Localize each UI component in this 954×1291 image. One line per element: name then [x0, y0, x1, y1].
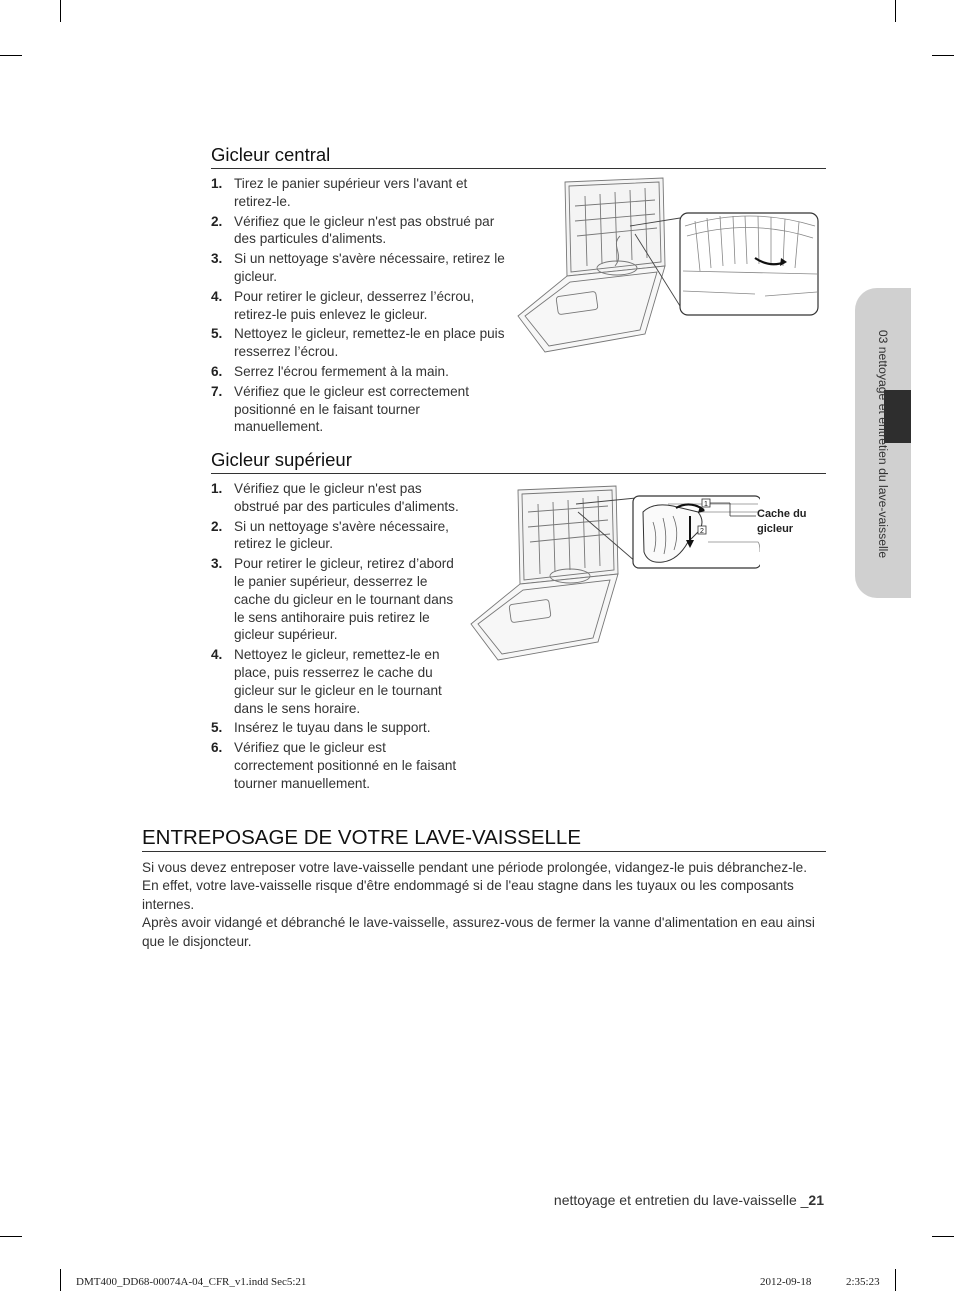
step-text: Nettoyez le gicleur, remettez-le en place puis resserrez l’écrou. [234, 326, 505, 360]
steps-list-superieur [211, 480, 463, 795]
step-text: Tirez le panier supérieur vers l'avant et retirez-le. [234, 176, 468, 209]
step-text: Nettoyez le gicleur, remettez-le en place, puis resserrez le cache du gicleur sur le gicleur en le tournant dans le sens horaire. [234, 647, 442, 716]
section-title-superieur: Gicleur supérieur [211, 449, 826, 474]
step-number: 7. [211, 383, 223, 399]
step-number: 1. [211, 176, 223, 191]
slug-time: 2:35:23 [846, 1276, 880, 1288]
crop-mark [0, 1236, 22, 1237]
crop-mark [60, 0, 61, 22]
step-number: 4. [211, 647, 223, 663]
step-item [211, 213, 511, 249]
step-item [211, 518, 463, 554]
step-item [211, 363, 511, 381]
step-number: 5. [211, 720, 223, 736]
step-item [211, 555, 463, 644]
step-number: 3. [211, 251, 223, 267]
slug-date: 2012-09-18 [760, 1276, 812, 1288]
storage-paragraph: Si vous devez entreposer votre lave-vaisselle pendant une période prolongée, vidangez-le puis débranchez-le. En effet, votre lave-vaisselle risque d'être endommagé si de l'eau stagne dans les tuyaux ou les composants internes. [142, 860, 807, 912]
step-number: 5. [211, 326, 223, 342]
callout-label: Cache du gicleur [757, 508, 807, 535]
step-text: Vérifiez que le gicleur est correctement positionné en le faisant tourner manuellement. [234, 740, 457, 791]
step-text: Si un nettoyage s'avère nécessaire, retirez le gicleur. [234, 518, 449, 552]
steps-list-central [211, 175, 511, 438]
dishwasher-upper-illustration [468, 482, 760, 662]
step-text: Si un nettoyage s'avère nécessaire, retirez le gicleur. [234, 251, 505, 284]
step-number: 1. [211, 481, 223, 496]
step-text: Pour retirer le gicleur, desserrez l’écrou, retirez-le puis enlevez le gicleur. [234, 288, 475, 322]
step-text: Vérifiez que le gicleur n'est pas obstrué par des particules d'aliments. [234, 481, 459, 514]
footer-text: nettoyage et entretien du lave-vaisselle _ [553, 1192, 809, 1208]
step-text: Vérifiez que le gicleur est correctement positionné en le faisant tourner manuellement. [234, 383, 469, 435]
page-footer [554, 1192, 824, 1208]
step-item [211, 383, 511, 436]
storage-body [142, 859, 826, 951]
crop-mark [895, 1269, 896, 1291]
step-text: Serrez l'écrou fermement à la main. [234, 363, 449, 379]
marker-2-label: 2 [700, 528, 704, 535]
page-number: 21 [808, 1192, 824, 1208]
crop-mark [932, 1236, 954, 1237]
storage-paragraph: Après avoir vidangé et débranché le lave-vaisselle, assurez-vous de fermer la vanne d'alimentation en eau ainsi que le disjoncteur. [142, 915, 815, 949]
crop-mark [0, 55, 22, 56]
step-item [211, 288, 511, 324]
step-item [211, 739, 463, 792]
marker-1-label: 1 [704, 501, 708, 508]
section-title-central: Gicleur central [211, 144, 826, 169]
slug-file: DMT400_DD68-00074A-04_CFR_v1.indd Sec5:21 [76, 1276, 307, 1288]
step-text: Pour retirer le gicleur, retirez d’abord le panier supérieur, desserrez le cache du gicleur en le tournant dans le sens antihoraire puis retirez le gicleur supérieur. [234, 556, 454, 643]
crop-mark [932, 55, 954, 56]
step-item [211, 250, 511, 286]
step-number: 2. [211, 213, 223, 229]
step-item [211, 480, 463, 516]
step-number: 3. [211, 556, 223, 572]
step-item [211, 646, 463, 717]
step-number: 4. [211, 288, 223, 304]
crop-mark [60, 1269, 61, 1291]
chapter-tab-label: 03 nettoyage et entretien du lave-vaisselle [876, 329, 890, 559]
step-item [211, 175, 511, 211]
step-text: Insérez le tuyau dans le support. [234, 720, 431, 736]
step-number: 6. [211, 363, 223, 379]
storage-title: ENTREPOSAGE DE VOTRE LAVE-VAISSELLE [142, 826, 826, 852]
step-number: 6. [211, 740, 223, 756]
step-item [211, 719, 463, 737]
step-number: 2. [211, 518, 223, 534]
step-item [211, 325, 511, 361]
dishwasher-central-illustration [515, 176, 827, 354]
crop-mark [895, 0, 896, 22]
step-text: Vérifiez que le gicleur n'est pas obstrué par des particules d'aliments. [234, 213, 495, 247]
